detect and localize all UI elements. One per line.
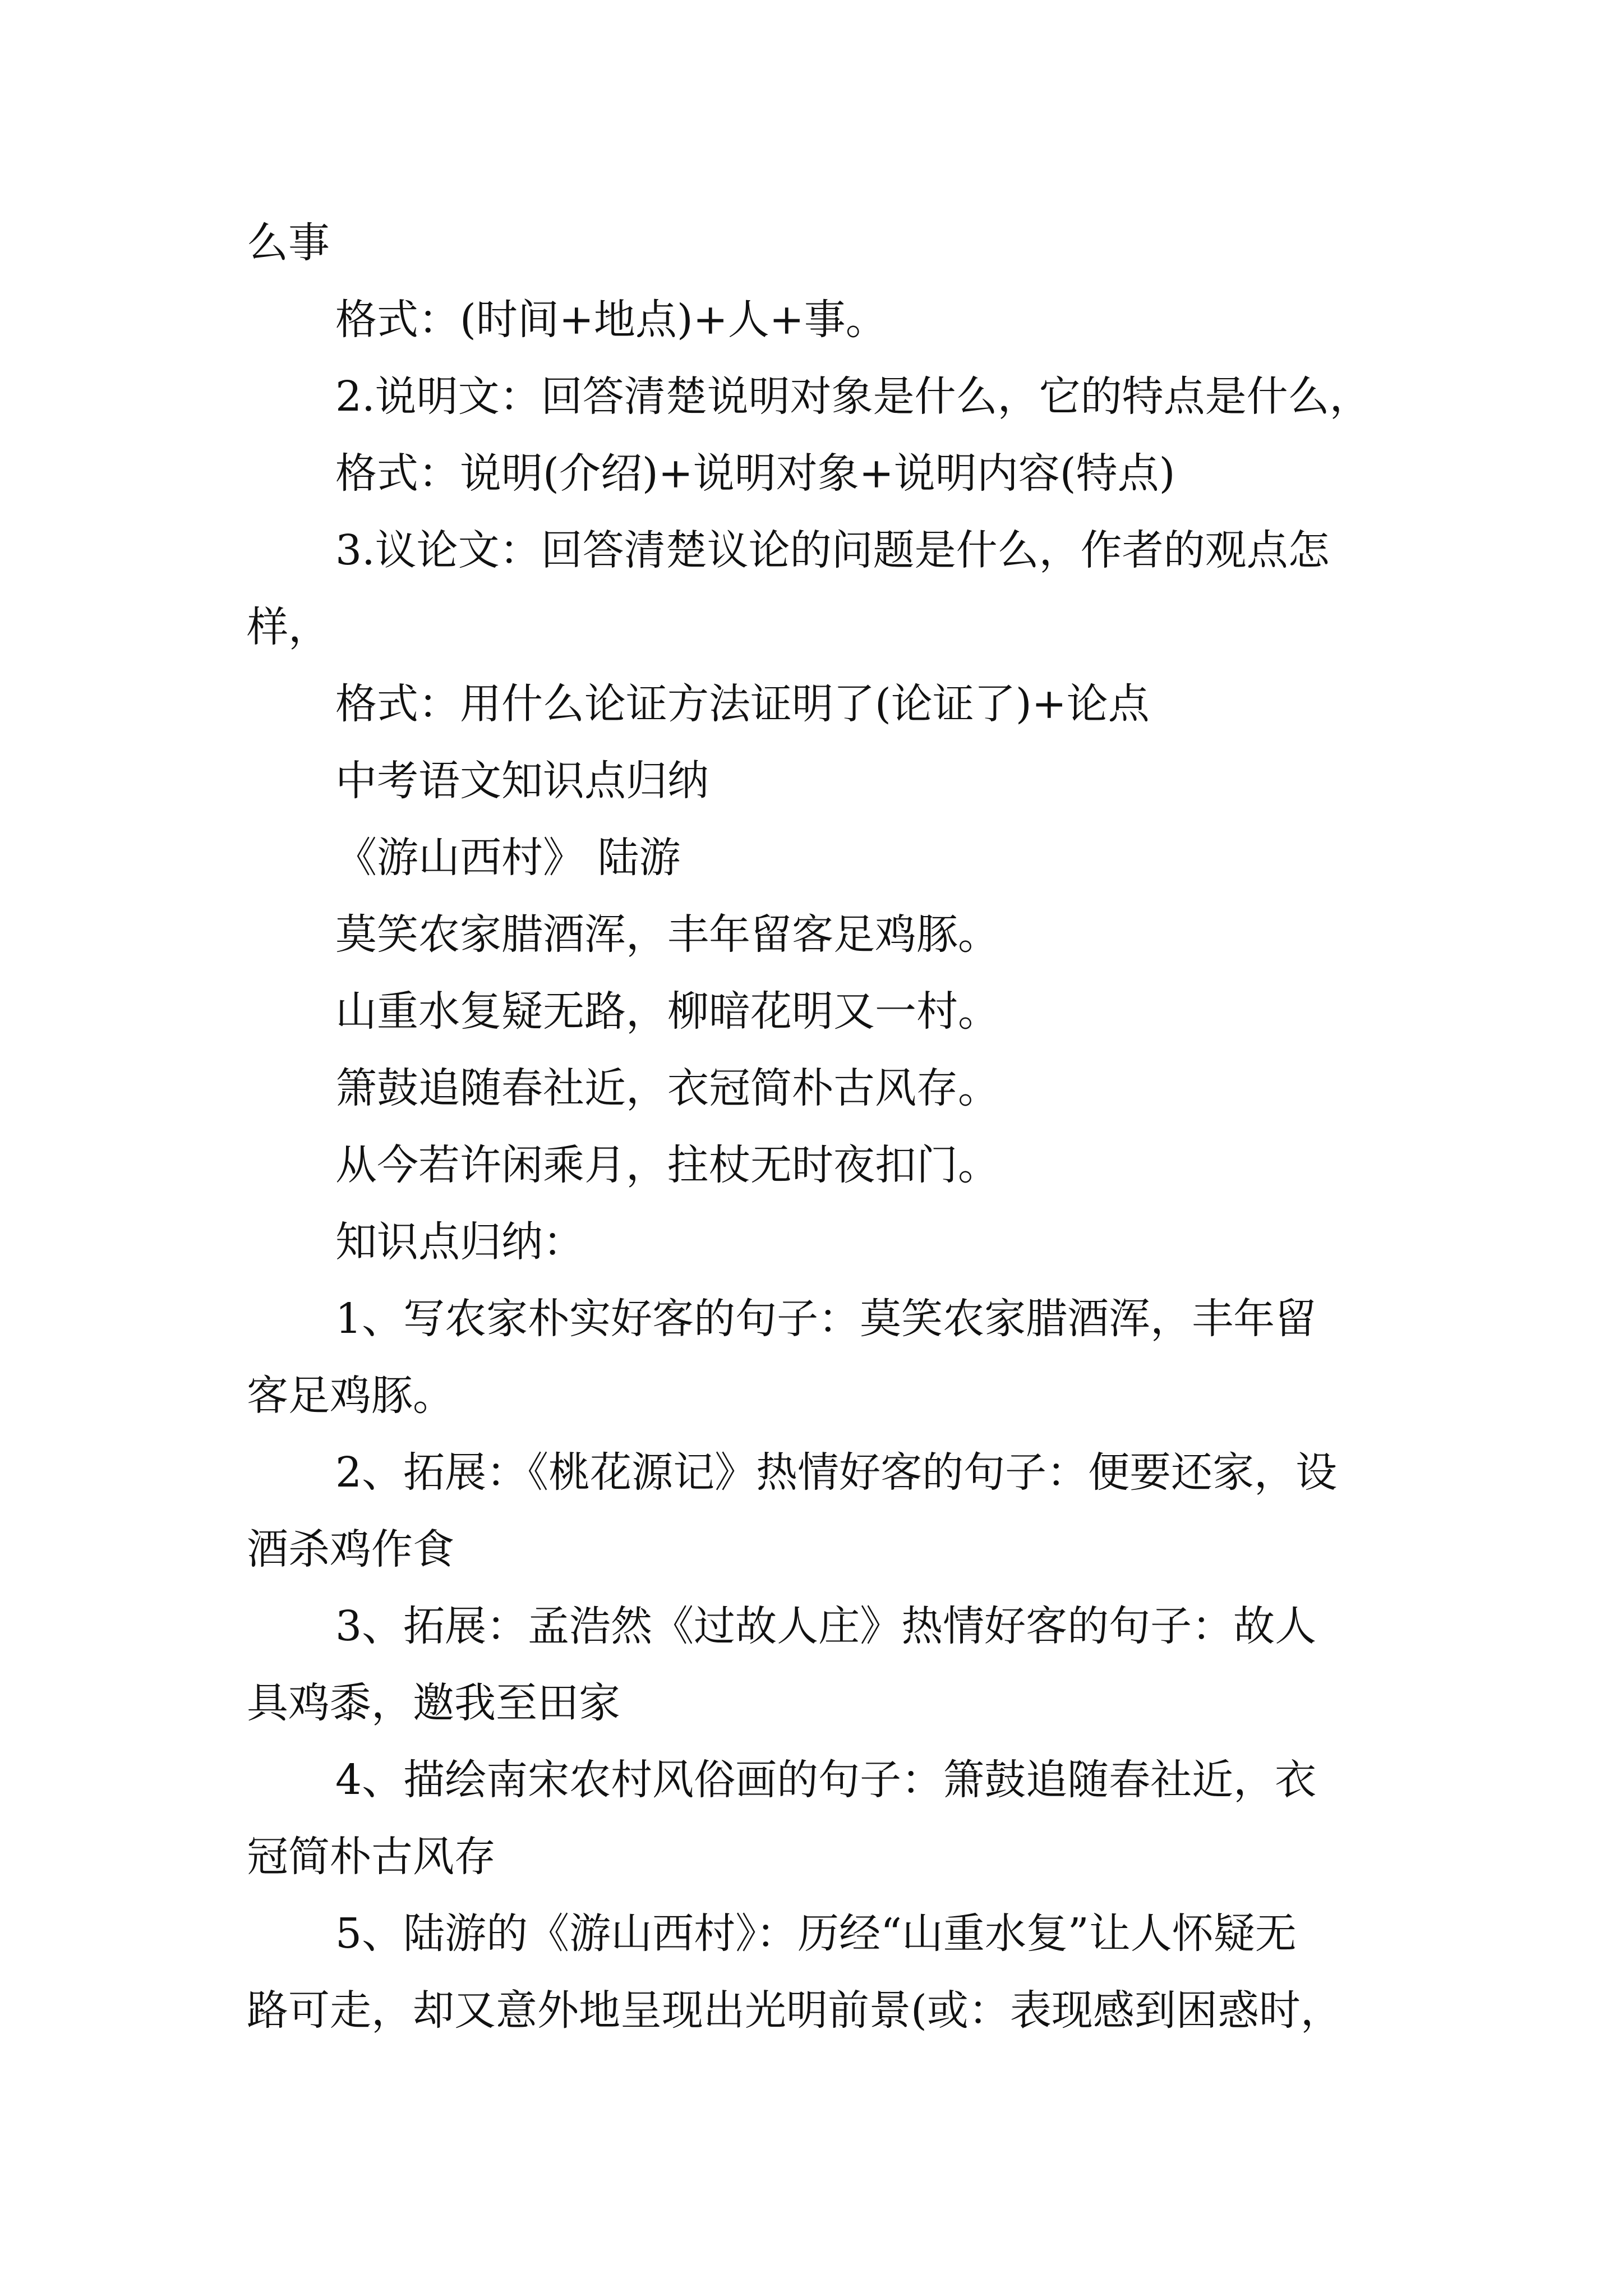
text-line: 格式：用什么论证方法证明了(论证了)+论点	[335, 680, 1150, 728]
text-line: 酒杀鸡作食	[247, 1525, 454, 1573]
text-line: 格式：(时间+地点)+人+事。	[335, 296, 887, 344]
poem-line: 山重水复疑无路，柳暗花明又一村。	[335, 987, 999, 1036]
text-line: 2.说明文：回答清楚说明对象是什么，它的特点是什么，	[335, 372, 1371, 421]
text-line: 4、描绘南宋农村风俗画的句子：箫鼓追随春社近，衣	[335, 1756, 1317, 1804]
text-line: 样，	[247, 603, 330, 651]
text-line: 路可走，却又意外地呈现出光明前景(或：表现感到困惑时，	[247, 1986, 1342, 2035]
text-line: 知识点归纳：	[335, 1218, 584, 1266]
text-line: 么事	[247, 219, 330, 267]
poem-line: 箫鼓追随春社近，衣冠简朴古风存。	[335, 1064, 999, 1112]
text-line: 冠简朴古风存	[247, 1833, 496, 1881]
section-heading: 中考语文知识点归纳	[335, 757, 709, 805]
text-line: 3.议论文：回答清楚议论的问题是什么，作者的观点怎	[335, 526, 1330, 574]
text-line: 具鸡黍，邀我至田家	[247, 1679, 620, 1727]
text-line: 客足鸡豚。	[247, 1372, 454, 1420]
text-line: 3、拓展：孟浩然《过故人庄》热情好客的句子：故人	[335, 1602, 1317, 1650]
text-line: 2、拓展：《桃花源记》热情好客的句子：便要还家，设	[335, 1448, 1338, 1497]
poem-line: 莫笑农家腊酒浑，丰年留客足鸡豚。	[335, 910, 999, 959]
text-line: 格式：说明(介绍)+说明对象+说明内容(特点)	[335, 449, 1175, 498]
poem-title: 《游山西村》 陆游	[335, 834, 681, 882]
poem-line: 从今若许闲乘月，拄杖无时夜扣门。	[335, 1141, 999, 1189]
text-line: 1、写农家朴实好客的句子：莫笑农家腊酒浑，丰年留	[335, 1295, 1317, 1343]
text-line: 5、陆游的《游山西村》：历经“山重水复”让人怀疑无	[335, 1910, 1297, 1958]
